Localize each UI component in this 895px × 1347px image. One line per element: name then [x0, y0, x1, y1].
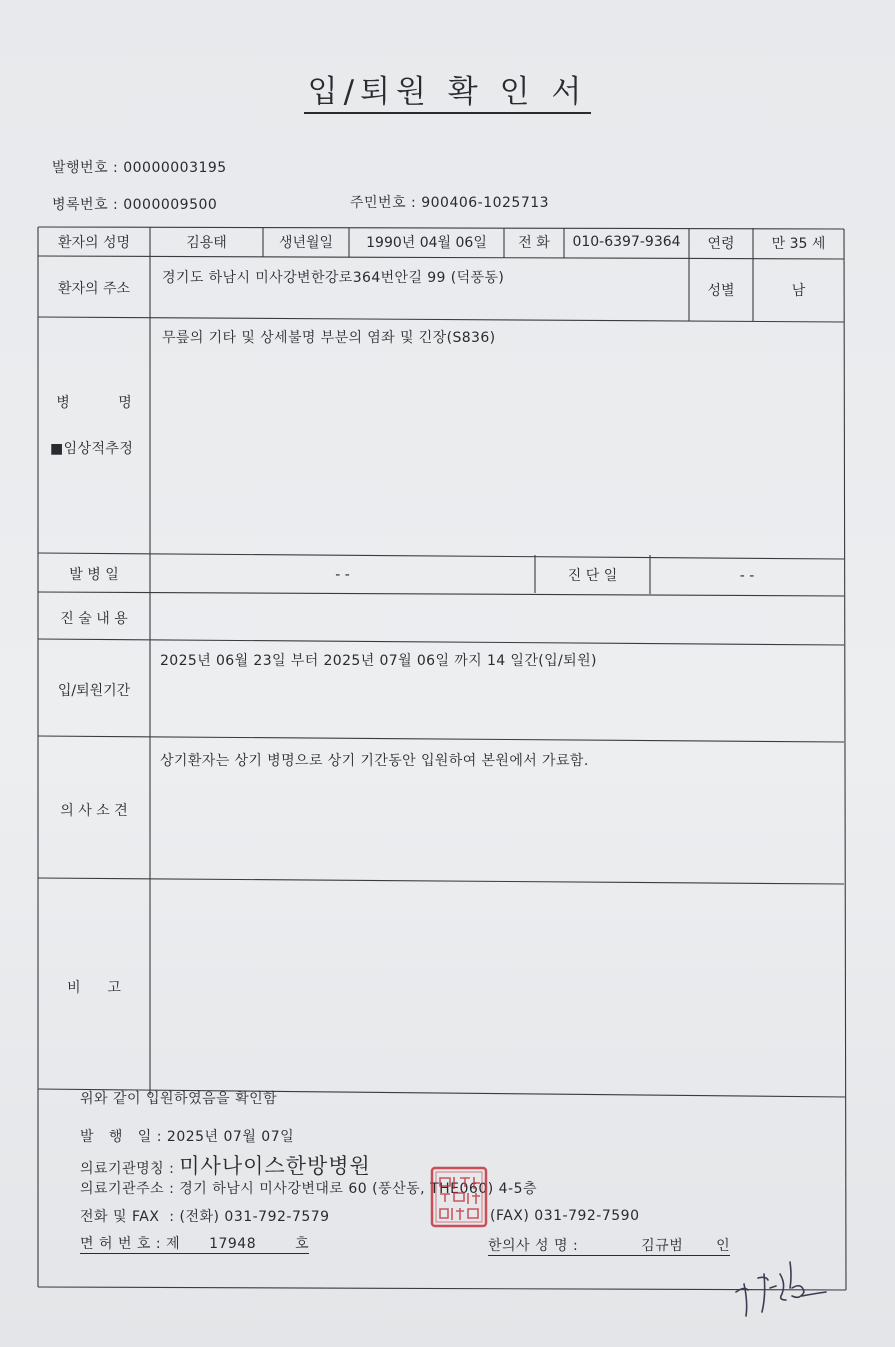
label-patient-name: 환자의 성명 — [57, 235, 131, 251]
doctor-signature — [728, 1254, 828, 1324]
issue-date — [80, 1126, 294, 1146]
label-period: 입/퇴원기간 — [57, 683, 131, 699]
patient-phone: 010-6397-9364 — [572, 234, 681, 250]
patient-sex: 남 — [791, 283, 806, 299]
label-onset-date: 발 병 일 — [69, 567, 119, 583]
institution-name-label: 의료기관명칭 : — [80, 1161, 175, 1177]
contact-phone-label: 전화 및 FAX : — [80, 1209, 175, 1225]
doctor-label-underline: 한의사 성 명 : 김규범 인 — [488, 1238, 731, 1254]
issue-number: 발행번호 : 00000003195 — [52, 160, 227, 176]
label-statement: 진 술 내 용 — [60, 611, 128, 627]
label-diagnosis-date: 진 단 일 — [567, 568, 618, 584]
birth-date: 1990년 04월 06일 — [366, 235, 487, 251]
contact-fax: (FAX) 031-792-7590 — [490, 1208, 640, 1224]
record-number: 병록번호 : 0000009500 — [52, 197, 218, 213]
label-birth-date: 생년월일 — [278, 235, 334, 251]
resident-number: 주민번호 : 900406-1025713 — [350, 195, 550, 211]
label-sex: 성별 — [707, 283, 735, 299]
onset-date: - - — [335, 567, 350, 583]
confirmation-statement: 위와 같이 입원하였음을 확인함 — [80, 1091, 278, 1107]
label-opinion: 의 사 소 견 — [60, 803, 128, 819]
document-title: 입/퇴원 확 인 서 — [0, 66, 895, 111]
license-number — [80, 1233, 309, 1253]
patient-name: 김용태 — [186, 235, 227, 251]
diagnosis-text: 무릎의 기타 및 상세불명 부분의 염좌 및 긴장(S836) — [162, 330, 496, 346]
label-phone: 전 화 — [518, 235, 550, 251]
institution-address-label: 의료기관주소 : — [80, 1181, 175, 1197]
institution-address-value: 경기 하남시 미사강변대로 60 (풍산동, THE060) 4-5층 — [179, 1181, 538, 1197]
institution-name — [80, 1150, 371, 1180]
label-clinical-estimate: ■임상적추정 — [50, 441, 134, 457]
label-address: 환자의 주소 — [57, 281, 131, 297]
diagnosis-date: - - — [739, 568, 755, 584]
patient-age: 만 35 세 — [771, 236, 826, 252]
institution-name-value: 미사나이스한방병원 — [179, 1154, 371, 1178]
doctor-name-line — [488, 1235, 730, 1255]
label-remarks: 비 고 — [67, 980, 121, 996]
patient-address: 경기도 하남시 미사강변한강로364번안길 99 (덕풍동) — [162, 270, 505, 286]
license-label: 면 허 번 호 : 제 17948 호 — [80, 1236, 310, 1252]
label-diagnosis: 병 명 — [56, 395, 154, 411]
label-age: 연령 — [707, 236, 735, 252]
contact-phone — [80, 1206, 330, 1226]
doctor-opinion: 상기환자는 상기 병명으로 상기 기간동안 입원하여 본원에서 가료함. — [160, 753, 589, 769]
contact-phone-value: (전화) 031-792-7579 — [179, 1209, 330, 1225]
issue-date-label: 발 행 일 : — [80, 1129, 162, 1145]
admission-period: 2025년 06월 23일 부터 2025년 07월 06일 까지 14 일간(입/퇴원) — [160, 653, 597, 669]
hospital-seal-stamp — [430, 1166, 488, 1228]
issue-date-value: 2025년 07월 07일 — [166, 1129, 295, 1145]
